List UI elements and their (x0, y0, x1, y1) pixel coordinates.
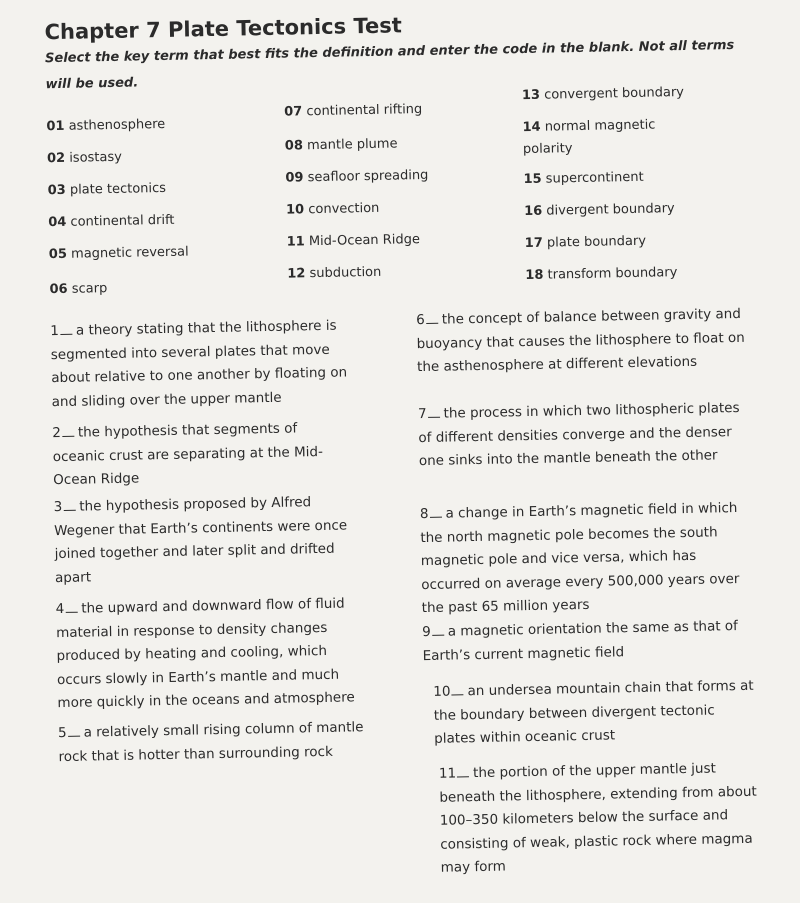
instructions: Select the key term that best fits the definition and enter the code in the blank. Not all terms will be used. (44, 37, 735, 93)
question-text: the concept of balance between gravity and buoyancy that causes the lithosphere to float on the asthenosphere at different elevations (416, 305, 745, 376)
term-15 (523, 167, 644, 191)
question-3 (54, 490, 356, 590)
question-number: 7 (417, 405, 427, 423)
question-text: the hypothesis that segments of oceanic crust are separating at the Mid-Ocean Ridge (52, 420, 324, 489)
term-label: normal magnetic polarity (522, 117, 656, 158)
answer-blank[interactable] (65, 599, 77, 613)
term-10 (286, 198, 380, 222)
term-label: convergent boundary (543, 84, 685, 103)
question-text: an undersea mountain chain that forms at the boundary between divergent tectonic plates within oceanic crust (433, 677, 754, 747)
question-10 (433, 675, 759, 752)
term-code: 14 (522, 119, 541, 136)
question-7 (418, 397, 749, 474)
term-code: 09 (285, 170, 304, 186)
term-code: 08 (284, 138, 304, 154)
term-label: divergent boundary (546, 201, 675, 219)
term-code: 03 (47, 182, 66, 199)
term-code: 11 (286, 234, 305, 250)
term-label: plate boundary (546, 233, 647, 251)
answer-blank[interactable] (62, 423, 74, 437)
question-number: 3 (53, 498, 63, 516)
term-label: continental rifting (306, 101, 423, 120)
term-label: mantle plume (306, 136, 398, 154)
question-text: a relatively small rising column of mantle rock that is hotter than surrounding rock (58, 719, 364, 765)
term-code: 17 (524, 235, 543, 252)
term-09 (285, 165, 428, 190)
term-code: 01 (46, 118, 65, 135)
question-text: the hypothesis proposed by Alfred Wegener that Earth’s continents were once joined together and later split and drifted apart (54, 494, 348, 586)
term-label: continental drift (70, 212, 175, 230)
answer-blank[interactable] (427, 404, 439, 418)
question-8 (420, 497, 752, 621)
question-4 (55, 592, 367, 715)
answer-blank[interactable] (63, 497, 75, 511)
answer-blank[interactable] (451, 681, 463, 695)
question-text: the portion of the upper mantle just beneath the lithosphere, extending from about 100–350 kilometers below the surface and consisting of weak, plastic rock where magma may form (439, 760, 757, 876)
term-label: seafloor spreading (307, 167, 429, 186)
question-number: 8 (419, 505, 429, 523)
term-14 (522, 114, 693, 161)
term-label: subduction (309, 264, 382, 282)
term-code: 02 (46, 150, 66, 167)
term-label: plate tectonics (69, 180, 167, 198)
term-11 (286, 229, 420, 254)
question-text: a change in Earth’s magnetic field in which the north magnetic pole becomes the south magnetic pole and vice versa, which has occurred on average every 500,000 years over the past 65 million years (420, 500, 740, 617)
answer-blank[interactable] (432, 622, 444, 636)
term-code: 13 (521, 87, 541, 104)
question-number: 6 (416, 311, 425, 329)
question-text: the process in which two lithospheric plates of different densities converge and the denser one sinks into the mantle beneath the other (418, 399, 740, 470)
term-code: 16 (523, 203, 543, 220)
term-label: isostasy (69, 149, 123, 166)
term-label: scarp (71, 281, 108, 297)
question-6 (416, 303, 747, 380)
question-number: 4 (55, 600, 65, 618)
term-13 (522, 82, 684, 107)
term-label: supercontinent (545, 169, 644, 187)
term-code: 10 (285, 202, 305, 218)
term-12 (287, 262, 381, 286)
term-label: transform boundary (547, 265, 678, 283)
question-text: a theory stating that the lithosphere is segmented into several plates that move about relative to one another by floating on and sliding over the upper mantle (50, 317, 348, 410)
question-number: 10 (433, 683, 451, 700)
term-label: convection (308, 200, 380, 218)
term-code: 18 (525, 267, 544, 284)
question-9 (422, 615, 758, 668)
question-number: 9 (422, 623, 431, 641)
question-number: 11 (438, 765, 457, 782)
term-08 (285, 133, 398, 157)
answer-blank[interactable] (67, 723, 79, 737)
term-18 (525, 262, 677, 287)
question-number: 2 (52, 424, 62, 442)
term-code: 15 (523, 171, 542, 188)
term-label: magnetic reversal (70, 244, 189, 262)
question-text: a magnetic orientation the same as that of Earth’s current magnetic field (422, 618, 739, 664)
term-04 (48, 210, 175, 234)
term-label: Mid-Ocean Ridge (308, 232, 421, 250)
answer-blank[interactable] (429, 504, 441, 518)
term-02 (47, 147, 122, 170)
term-code: 06 (49, 281, 68, 298)
term-06 (49, 278, 107, 301)
term-code: 05 (48, 246, 68, 263)
page-title: Chapter 7 Plate Tectonics Test (44, 13, 402, 45)
term-03 (47, 178, 166, 202)
term-code: 07 (284, 104, 303, 120)
term-label: asthenosphere (68, 116, 166, 134)
term-01 (46, 114, 165, 138)
question-text: the upward and downward flow of fluid material in response to density changes produced by heating and cooling, which occurs slowly in Earth’s mantle and much more quickly in the oceans and atmosphere (55, 595, 355, 712)
term-05 (49, 241, 189, 266)
answer-blank[interactable] (457, 763, 469, 777)
answer-blank[interactable] (60, 321, 72, 335)
question-1 (50, 314, 352, 414)
term-07 (284, 99, 422, 124)
answer-blank[interactable] (426, 310, 438, 324)
term-17 (525, 231, 647, 255)
term-code: 12 (287, 266, 306, 282)
question-2 (52, 417, 333, 493)
term-16 (524, 198, 675, 223)
question-number: 1 (50, 323, 60, 340)
question-11 (439, 756, 771, 880)
question-5 (58, 716, 369, 769)
term-code: 04 (48, 214, 67, 231)
question-number: 5 (57, 724, 67, 742)
